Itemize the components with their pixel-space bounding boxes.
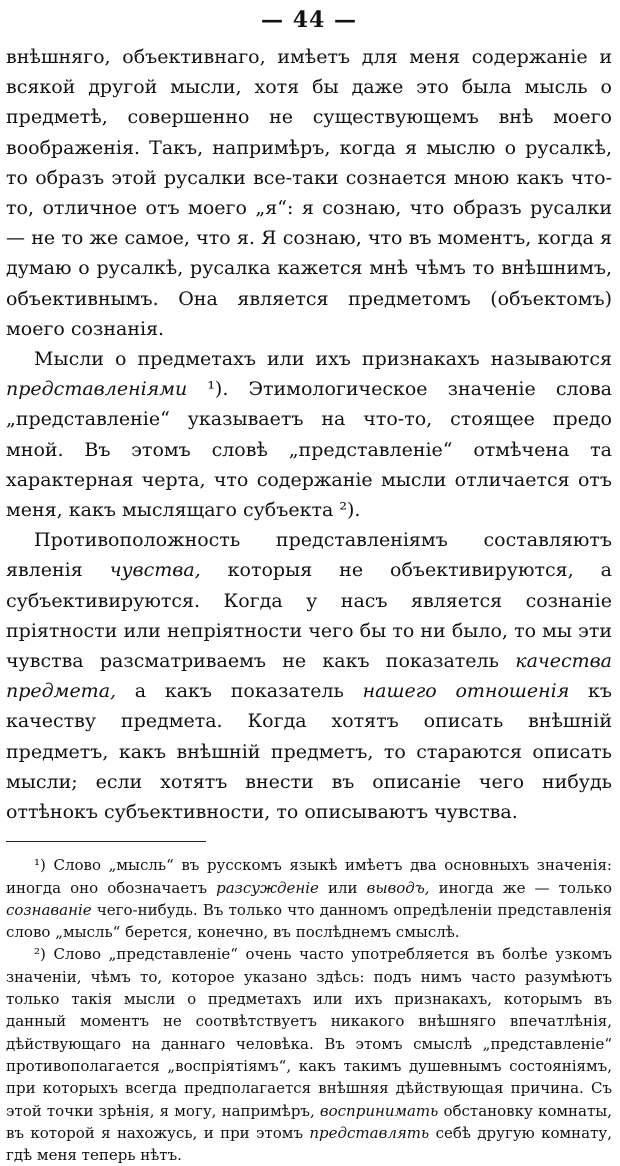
text-run: себѣ другую комнату, гдѣ меня теперь нѣтъ.	[6, 1123, 612, 1165]
text-run: ²) Слово „представленіе“ очень часто употребляется въ болѣе узкомъ значеніи, чѣмъ то, которое указано здѣсь: подъ нимъ часто разумѣютъ только такія мысли о предметахъ или ихъ признакахъ, которымъ въ данный моментъ не соотвѣтствуетъ никакого внѣшняго впечатлѣнія, дѣйствующаго на даннаго человѣка. Въ этомъ смыслѣ „представленіе“ противополагается „воспріятіямъ“, какъ такимъ душевнымъ состояніямъ, при которыхъ всегда предполагается внѣшняя дѣйствующая причина. Съ этой точки зрѣнія, я могу, напримѣръ,	[6, 945, 612, 1120]
text-run: которыя не объективируются, а субъективируются. Когда у насъ является сознаніе пріятности или непріятности чего бы то ни было, то мы эти чувства разсматриваемъ не какъ показатель	[6, 559, 612, 673]
text-run: Мысли о предметахъ или ихъ признакахъ называются	[34, 348, 612, 371]
paragraph	[6, 525, 612, 827]
text-run: обстановку комнаты, въ которой я нахожусь, и при этомъ	[6, 1101, 612, 1142]
italic-term: выводъ,	[366, 878, 430, 897]
paragraph	[6, 344, 612, 525]
page-number: — 44 —	[261, 7, 357, 33]
text-run: къ качеству предмета. Когда хотятъ описать внѣшній предметъ, какъ внѣшній предметъ, то стараются описать мысли; если хотятъ внести въ описаніе чего нибудь оттѣнокъ субъективности, то описываютъ чувства.	[6, 680, 612, 824]
text-run: а какъ показатель	[116, 680, 363, 703]
footnote	[6, 943, 612, 1166]
italic-term: представлять	[309, 1123, 430, 1142]
text-run: Противоположность представленіямъ составляютъ явленія	[6, 529, 612, 582]
footnote-divider	[6, 841, 206, 842]
paragraph	[6, 42, 612, 344]
italic-term: разсужденіе	[216, 878, 319, 897]
text-run: ¹) Слово „мысль“ въ русскомъ языкѣ имѣетъ два основныхъ значенія: иногда оно обозначаетъ	[6, 856, 612, 897]
footnotes	[6, 854, 612, 1166]
text-run: чего-нибудь. Въ только что данномъ опредѣленіи представленія слово „мысль“ берется, конечно, въ послѣднемъ смыслѣ.	[6, 900, 612, 942]
text-run: внѣшняго, объективнаго, имѣетъ для меня содержаніе и всякой другой мысли, хотя бы даже это была мысль о предметѣ, совершенно не существующемъ внѣ моего воображенія. Такъ, напримѣръ, когда я мыслю о русалкѣ, то образъ этой русалки все-таки сознается мною какъ что-то, отличное отъ моего „я“: я сознаю, что образъ русалки — не то же самое, что я. Я сознаю, что въ моментъ, когда я думаю о русалкѣ, русалка кажется мнѣ чѣмъ то внѣшнимъ, объективнымъ. Она является предметомъ (объектомъ) моего сознанія.	[6, 46, 612, 340]
footnote	[6, 854, 612, 943]
text-run: иногда же — только	[429, 878, 612, 897]
text-run: или	[318, 878, 367, 897]
main-text	[6, 42, 612, 827]
italic-term: представленіями	[6, 378, 188, 401]
book-page	[6, 0, 612, 1166]
text-run: ¹). Этимологическое значеніе слова „представленіе“ указываетъ на что-то, стоящее предо мной. Въ этомъ словѣ „представленіе“ отмѣчена та характерная черта, что содержаніе мысли отличается отъ меня, какъ мыслящаго субъекта ²).	[6, 378, 612, 522]
italic-term: воспринимать	[319, 1101, 439, 1120]
italic-term: нашего отношенія	[362, 680, 570, 703]
italic-term: качества предмета,	[6, 650, 612, 703]
italic-term: сознаваніе	[6, 900, 92, 919]
italic-term: чувства,	[109, 559, 201, 582]
